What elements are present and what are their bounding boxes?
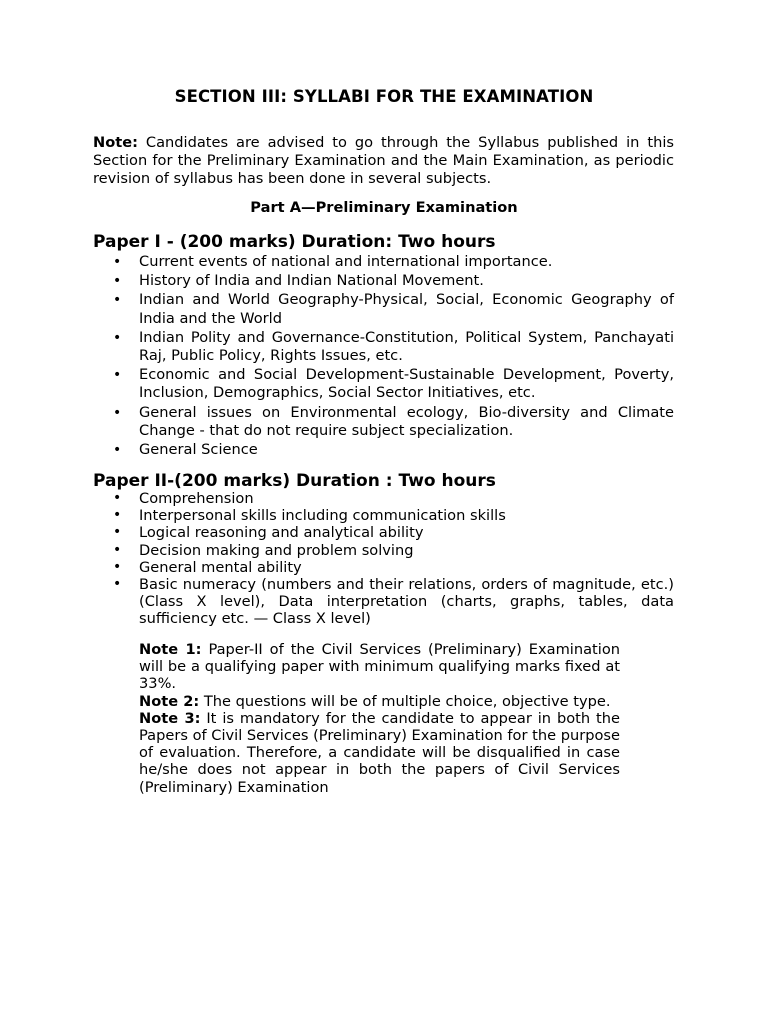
list-item-text: Economic and Social Development-Sustainable Development, Poverty, Inclusion, Demographics, Social Sector Initiatives, etc. xyxy=(139,366,674,402)
list-item xyxy=(93,559,674,576)
bullet-icon: • xyxy=(113,576,122,593)
list-item-text: General issues on Environmental ecology, Bio-diversity and Climate Change - that do not require subject specialization. xyxy=(139,403,674,439)
list-item xyxy=(93,253,674,271)
bullet-icon: • xyxy=(113,273,122,290)
exam-notes xyxy=(139,641,620,796)
list-item xyxy=(93,329,674,365)
intro-note-text: Candidates are advised to go through the Syllabus published in this Section for the Preliminary Examination and the Main Examination, as periodic revision of syllabus has been done in several subjects. xyxy=(93,134,674,188)
bullet-icon: • xyxy=(113,404,122,421)
list-item xyxy=(93,291,674,327)
note-1-label: Note 1: xyxy=(139,641,202,658)
list-item-text: General mental ability xyxy=(139,558,302,576)
note-3-label: Note 3: xyxy=(139,709,201,727)
bullet-icon: • xyxy=(113,292,122,309)
list-item xyxy=(93,366,674,402)
note-2-text: The questions will be of multiple choice, objective type. xyxy=(199,692,611,710)
bullet-icon: • xyxy=(113,490,122,506)
intro-note-label: Note: xyxy=(93,134,138,151)
list-item xyxy=(93,404,674,440)
list-item xyxy=(93,542,674,559)
paper2-syllabus-list xyxy=(93,490,674,628)
list-item-text: Current events of national and international importance. xyxy=(139,253,553,270)
bullet-icon: • xyxy=(113,507,122,524)
list-item xyxy=(93,576,674,628)
list-item-text: Decision making and problem solving xyxy=(139,541,414,559)
paper1-syllabus-list xyxy=(93,253,674,460)
list-item-text: General Science xyxy=(139,441,258,459)
note-1-text: Paper-II of the Civil Services (Preliminary) Examination will be a qualifying paper with minimum qualifying marks fixed at 33%. xyxy=(139,641,620,693)
list-item xyxy=(93,507,674,524)
note-2 xyxy=(139,693,620,710)
bullet-icon: • xyxy=(113,254,122,270)
paper1-heading: Paper I - (200 marks) Duration: Two hours xyxy=(93,232,496,252)
note-1 xyxy=(139,641,620,693)
list-item-text: Indian Polity and Governance-Constitution, Political System, Panchayati Raj, Public Policy, Rights Issues, etc. xyxy=(139,328,674,365)
intro-note xyxy=(93,134,674,189)
bullet-icon: • xyxy=(113,558,122,575)
bullet-icon: • xyxy=(113,541,122,558)
note-3-text: It is mandatory for the candidate to appear in both the Papers of Civil Services (Preliminary) Examination for the purpose of evaluation. Therefore, a candidate will be disqualified in case he/she does not appear in both the papers of Civil Services (Preliminary) Examination xyxy=(139,709,620,796)
list-item xyxy=(93,490,674,507)
part-heading: Part A—Preliminary Examination xyxy=(250,199,518,216)
list-item-text: Logical reasoning and analytical ability xyxy=(139,524,424,542)
list-item-text: Interpersonal skills including communication skills xyxy=(139,507,506,525)
list-item xyxy=(93,524,674,541)
note-3 xyxy=(139,710,620,796)
paper2-heading: Paper II-(200 marks) Duration : Two hours xyxy=(93,471,496,491)
list-item-text: Basic numeracy (numbers and their relations, orders of magnitude, etc.) (Class X level), Data interpretation (charts, graphs, tables, data sufficiency etc. — Class X level) xyxy=(139,576,674,628)
bullet-icon: • xyxy=(113,524,122,541)
section-title: SECTION III: SYLLABI FOR THE EXAMINATION xyxy=(174,87,594,106)
bullet-icon: • xyxy=(113,442,122,459)
list-item xyxy=(93,441,674,459)
bullet-icon: • xyxy=(113,367,122,384)
bullet-icon: • xyxy=(113,329,122,346)
list-item xyxy=(93,272,674,290)
list-item-text: History of India and Indian National Movement. xyxy=(139,272,484,290)
note-2-label: Note 2: xyxy=(139,692,200,710)
list-item-text: Indian and World Geography-Physical, Social, Economic Geography of India and the World xyxy=(139,291,674,327)
list-item-text: Comprehension xyxy=(139,490,254,507)
